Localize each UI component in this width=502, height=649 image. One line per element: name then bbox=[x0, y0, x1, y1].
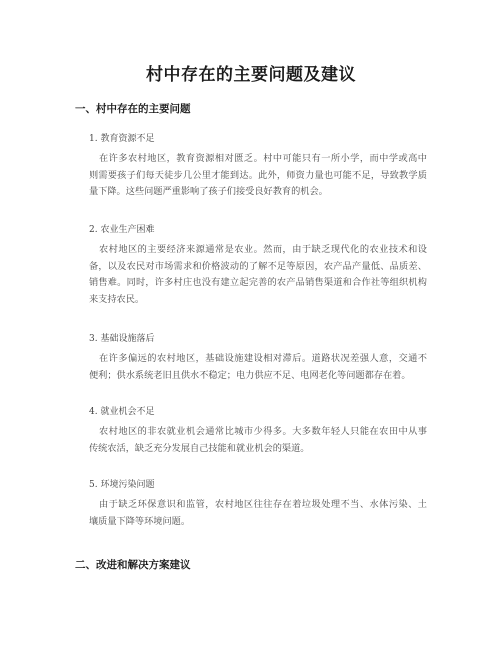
paragraph-line: 来支持农民。 bbox=[89, 293, 145, 305]
paragraph-line: 备，以及农民对市场需求和价格波动的了解不足等原因，农产品产量低、品质差、 bbox=[89, 260, 427, 272]
paragraph-line: 在许多农村地区，教育资源相对匮乏。村中可能只有一所小学，而中学或高中 bbox=[99, 153, 427, 164]
document-title: 村中存在的主要问题及建议 bbox=[146, 65, 356, 85]
item-heading-infrastructure: 3. 基础设施落后 bbox=[89, 334, 155, 344]
paragraph-line: 便利；供水系统老旧且供水不稳定；电力供应不足、电网老化等问题都存在着。 bbox=[89, 369, 411, 381]
paragraph-line: 则需要孩子们每天徒步几公里才能到达。此外，师资力量也可能不足，导致教学质 bbox=[89, 169, 427, 181]
paragraph-line: 量下降。这些问题严重影响了孩子们接受良好教育的机会。 bbox=[89, 186, 328, 197]
paragraph-line: 销售难。同时，许多村庄也没有建立起完善的农产品销售渠道和合作社等组织机构 bbox=[89, 277, 427, 288]
item-paragraph-employment bbox=[89, 424, 427, 457]
item-paragraph-environment bbox=[89, 497, 427, 530]
section-heading-problems: 一、村中存在的主要问题 bbox=[75, 103, 191, 115]
paragraph-line: 传统农活，缺乏充分发展自己技能和就业机会的渠道。 bbox=[89, 442, 310, 454]
item-heading-environment: 5. 环境污染问题 bbox=[89, 480, 155, 490]
paragraph-line: 壤质量下降等环境问题。 bbox=[89, 515, 191, 527]
item-heading-agriculture: 2. 农业生产困难 bbox=[89, 225, 155, 235]
paragraph-line: 农村地区的非农就业机会通常比城市少得多。大多数年轻人只能在农田中从事 bbox=[99, 426, 427, 437]
item-paragraph-education bbox=[89, 151, 427, 201]
paragraph-line: 农村地区的主要经济来源通常是农业。然而，由于缺乏现代化的农业技术和设 bbox=[99, 244, 427, 255]
paragraph-line: 在许多偏远的农村地区，基础设施建设相对滞后。道路状况差强人意，交通不 bbox=[99, 353, 427, 364]
paragraph-line: 由于缺乏环保意识和监管，农村地区往往存在着垃圾处理不当、水体污染、土 bbox=[99, 499, 427, 510]
item-paragraph-agriculture bbox=[89, 242, 427, 308]
item-heading-education: 1. 教育资源不足 bbox=[89, 134, 155, 144]
item-paragraph-infrastructure bbox=[89, 351, 427, 384]
section-heading-solutions: 二、改进和解决方案建议 bbox=[75, 559, 191, 571]
item-heading-employment: 4. 就业机会不足 bbox=[89, 407, 155, 417]
